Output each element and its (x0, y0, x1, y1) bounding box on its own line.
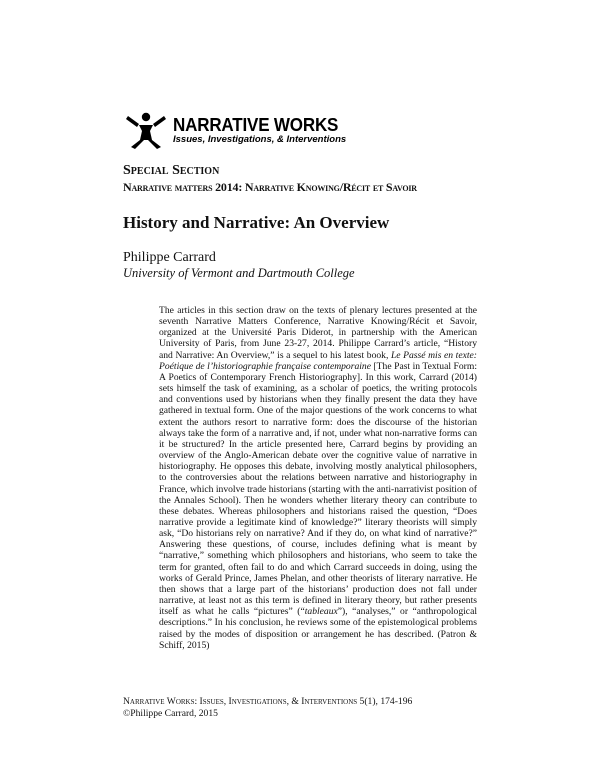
footer-journal: Narrative Works: Issues, Investigations, & Interventions (123, 696, 358, 707)
abstract-text-2: [The Past in Textual Form: A Poetics of Contemporary French Historiography]. In this work, Carrard (2014) sets himself the task of examining, as a scholar of poetics, the writing protocols and conventions used by historians when they finally present the data they have gathered in textual form. One of the major questions of the work concerns to what extent the authors resort to narrative form: does the discourse of the historian always take the form of a narrative and, if not, under what non-narrative forms can it be structured? In the article presented here, Carrard begins by providing an overview of the Anglo-American debate over the cognitive value of narrative in historiography. He opposes this debate, involving mostly analytical philosophers, to the controversies about the relations between narrative and historiography in France, which involve trade historians (starting with the anti-narrativist position of the Annales School). Then he wonders whether literary theory can contribute to these debates. Whereas philosophers and historians raised the question, “Does narrative provide a legitimate kind of knowledge?” literary theorists will simply ask, “Do historians rely on narrative? And if they do, on what kind of narrative?” Answering these questions, of course, includes defining what is meant by “narrative,” something which philosophers and historians, who seem to take the term for granted, often fail to do and which Carrard succeeds in doing, using the works of Gerald Prince, James Phelan, and other theorists of literary narrative. He then shows that a large part of the historians’ production does not fall under narrative, at least not as this term is defined in literary theory, but rather presents itself as what he calls “pictures” (“ (159, 360, 477, 618)
section-heading (123, 164, 417, 194)
footer-citation-line (123, 696, 412, 708)
article-title: History and Narrative: An Overview (123, 213, 390, 232)
page-footer (123, 696, 412, 720)
author-name: Philippe Carrard (123, 250, 216, 265)
abstract-paragraph (159, 305, 477, 651)
logo-tagline: Issues, Investigations, & Interventions (173, 134, 347, 145)
author-affiliation: University of Vermont and Dartmouth College (123, 266, 355, 280)
abstract-text-1: The articles in this section draw on the texts of plenary lectures presented at the seventh Narrative Matters Conference, Narrative Knowing/Récit et Savoir, organized at the Université Paris Diderot, in partnership with the American University of Paris, from June 23-27, 2014. Philippe Carrard’s article, “History and Narrative: An Overview,” is a sequel to his latest book, (159, 305, 477, 361)
footer-copyright: ©Philippe Carrard, 2015 (123, 708, 218, 719)
journal-logo (125, 110, 353, 150)
section-title: Special Section (123, 163, 220, 178)
logo-wordmark (173, 115, 353, 145)
abstract-text-3: ”), “analyses,” or “anthropological descriptions.” In his conclusion, he reviews some of the epistemological problems raised by the modes of disposition or arrangement he has described. (Patron & Schiff, 2015) (159, 606, 477, 651)
footer-citation: 5(1), 174-196 (357, 696, 413, 707)
narrative-works-emblem-icon (125, 110, 167, 150)
tableaux-term: tableaux (304, 606, 338, 618)
book-title: Le Passé mis en texte: Poétique de l’historiographie française contemporaine (159, 349, 477, 372)
logo-name: NARRATIVE WORKS (173, 114, 339, 135)
section-subtitle: Narrative matters 2014: Narrative Knowing/Récit et Savoir (123, 180, 417, 194)
